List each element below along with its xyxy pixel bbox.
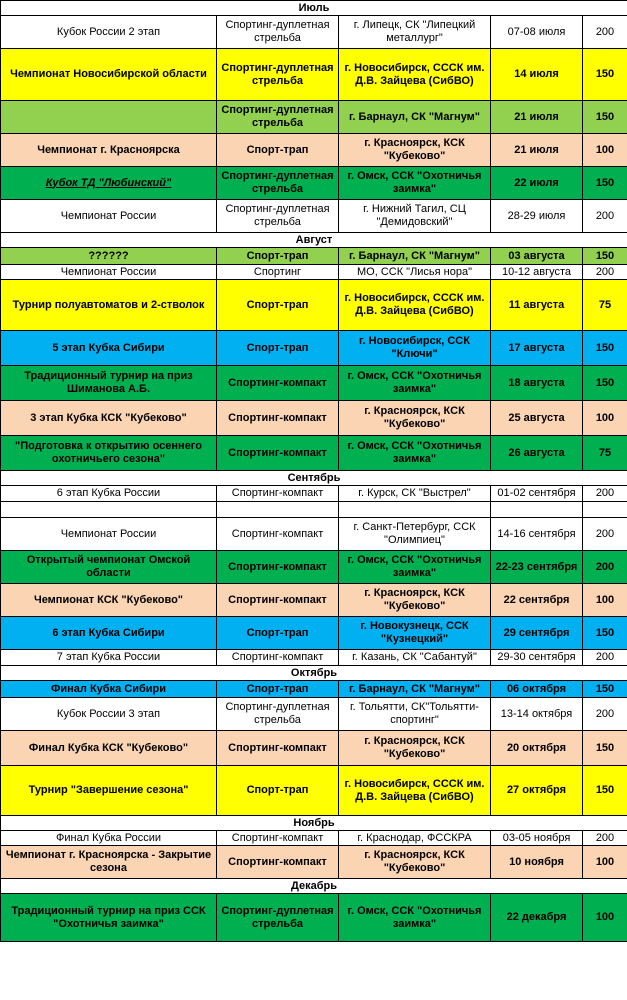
event-name: 5 этап Кубка Сибири (1, 331, 217, 366)
event-targets: 150 (583, 248, 627, 265)
event-row (1, 265, 627, 280)
event-date: 29 сентября (491, 617, 583, 650)
event-discipline: Спортинг-дуплетная стрельба (217, 200, 339, 233)
event-discipline: Спортинг-дуплетная стрельба (217, 16, 339, 49)
event-date: 25 августа (491, 401, 583, 436)
event-targets: 150 (583, 366, 627, 401)
event-targets: 100 (583, 584, 627, 617)
event-targets: 200 (583, 650, 627, 666)
event-row (1, 831, 627, 846)
event-name: Чемпионат России (1, 518, 217, 551)
event-date: 14-16 сентября (491, 518, 583, 551)
event-name: 6 этап Кубка Сибири (1, 617, 217, 650)
event-date: 18 августа (491, 366, 583, 401)
event-name: Традиционный турнир на приз Шиманова А.Б. (1, 366, 217, 401)
event-discipline: Спорт-трап (217, 248, 339, 265)
event-discipline: Спортинг-компакт (217, 584, 339, 617)
event-discipline: Спорт-трап (217, 134, 339, 167)
event-name: Чемпионат Новосибирской области (1, 49, 217, 101)
event-name: Кубок России 2 этап (1, 16, 217, 49)
event-targets: 150 (583, 681, 627, 698)
month-title: Август (1, 233, 627, 248)
event-date: 07-08 июля (491, 16, 583, 49)
event-location: г. Курск, СК "Выстрел" (339, 486, 491, 502)
event-name: Чемпионат г. Красноярска (1, 134, 217, 167)
event-targets: 200 (583, 831, 627, 846)
event-targets: 150 (583, 101, 627, 134)
event-targets: 100 (583, 846, 627, 879)
event-name: Чемпионат России (1, 265, 217, 280)
event-date: 21 июля (491, 134, 583, 167)
event-name: Кубок ТД "Любинский" (1, 167, 217, 200)
event-location (339, 502, 491, 518)
event-date: 22 сентября (491, 584, 583, 617)
event-date: 26 августа (491, 436, 583, 471)
event-row (1, 502, 627, 518)
event-row (1, 16, 627, 49)
event-targets: 150 (583, 49, 627, 101)
event-targets: 150 (583, 766, 627, 816)
event-discipline: Спортинг-дуплетная стрельба (217, 101, 339, 134)
event-row (1, 846, 627, 879)
event-name: Открытый чемпионат Омской области (1, 551, 217, 584)
event-row (1, 551, 627, 584)
event-name (1, 502, 217, 518)
event-location: г. Тольятти, СК"Тольятти-спортинг" (339, 698, 491, 731)
event-location: г. Красноярск, КСК "Кубеково" (339, 401, 491, 436)
event-targets: 200 (583, 486, 627, 502)
event-location: г. Барнаул, СК "Магнум" (339, 681, 491, 698)
event-targets: 150 (583, 731, 627, 766)
event-discipline: Спортинг-дуплетная стрельба (217, 698, 339, 731)
event-location: г. Новокузнецк, ССК "Кузнецкий" (339, 617, 491, 650)
event-row (1, 486, 627, 502)
event-location: г. Новосибирск, СССК им. Д.В. Зайцева (СибВО) (339, 280, 491, 331)
event-discipline: Спортинг-компакт (217, 486, 339, 502)
event-discipline: Спорт-трап (217, 331, 339, 366)
event-row (1, 681, 627, 698)
event-row (1, 436, 627, 471)
month-title: Декабрь (1, 879, 627, 894)
event-date: 29-30 сентября (491, 650, 583, 666)
event-date: 10-12 августа (491, 265, 583, 280)
event-row (1, 167, 627, 200)
event-row (1, 698, 627, 731)
event-name: Финал Кубка Сибири (1, 681, 217, 698)
event-discipline: Спортинг-компакт (217, 650, 339, 666)
event-date: 22-23 сентября (491, 551, 583, 584)
event-location: г. Омск, ССК "Охотничья заимка" (339, 366, 491, 401)
month-header-row (1, 879, 627, 894)
event-name: ?????? (1, 248, 217, 265)
event-targets: 150 (583, 617, 627, 650)
event-targets (583, 502, 627, 518)
event-discipline: Спорт-трап (217, 280, 339, 331)
event-date: 06 октября (491, 681, 583, 698)
event-date: 28-29 июля (491, 200, 583, 233)
event-row (1, 248, 627, 265)
event-row (1, 766, 627, 816)
event-discipline: Спортинг-компакт (217, 401, 339, 436)
event-targets: 75 (583, 280, 627, 331)
event-row (1, 134, 627, 167)
event-location: г. Новосибирск, ССК "Ключи" (339, 331, 491, 366)
event-date: 13-14 октября (491, 698, 583, 731)
event-location: г. Липецк, СК "Липецкий металлург" (339, 16, 491, 49)
event-row (1, 280, 627, 331)
event-discipline: Спорт-трап (217, 617, 339, 650)
event-row (1, 331, 627, 366)
month-title: Сентябрь (1, 471, 627, 486)
event-name: Традиционный турнир на приз ССК "Охотничья заимка" (1, 894, 217, 942)
event-date (491, 502, 583, 518)
event-name (1, 101, 217, 134)
event-targets: 100 (583, 401, 627, 436)
event-location: г. Омск, ССК "Охотничья заимка" (339, 167, 491, 200)
event-targets: 200 (583, 200, 627, 233)
event-date: 03-05 ноября (491, 831, 583, 846)
event-row (1, 731, 627, 766)
event-targets: 200 (583, 698, 627, 731)
event-location: г. Омск, ССК "Охотничья заимка" (339, 894, 491, 942)
event-date: 21 июля (491, 101, 583, 134)
event-date: 17 августа (491, 331, 583, 366)
event-name: Чемпионат г. Красноярска - Закрытие сезона (1, 846, 217, 879)
event-discipline: Спортинг-компакт (217, 366, 339, 401)
event-name: 7 этап Кубка России (1, 650, 217, 666)
event-date: 01-02 сентября (491, 486, 583, 502)
event-location: МО, ССК "Лисья нора" (339, 265, 491, 280)
event-targets: 200 (583, 551, 627, 584)
event-date: 14 июля (491, 49, 583, 101)
event-targets: 150 (583, 167, 627, 200)
event-location: г. Красноярск, КСК "Кубеково" (339, 134, 491, 167)
event-targets: 100 (583, 894, 627, 942)
event-location: г. Барнаул, СК "Магнум" (339, 248, 491, 265)
event-name: Финал Кубка России (1, 831, 217, 846)
event-row (1, 650, 627, 666)
event-row (1, 894, 627, 942)
event-targets: 75 (583, 436, 627, 471)
event-location: г. Красноярск, КСК "Кубеково" (339, 846, 491, 879)
month-header-row (1, 666, 627, 681)
event-row (1, 49, 627, 101)
schedule-body (1, 1, 627, 942)
event-date: 03 августа (491, 248, 583, 265)
month-header-row (1, 1, 627, 16)
event-location: г. Санкт-Петербург, ССК "Олимпиец" (339, 518, 491, 551)
event-name: Кубок России 3 этап (1, 698, 217, 731)
event-location: г. Краснодар, ФССКРА (339, 831, 491, 846)
event-discipline: Спорт-трап (217, 766, 339, 816)
event-name: 3 этап Кубка КСК "Кубеково" (1, 401, 217, 436)
month-header-row (1, 233, 627, 248)
event-date: 22 июля (491, 167, 583, 200)
event-location: г. Омск, ССК "Охотничья заимка" (339, 436, 491, 471)
event-location: г. Красноярск, КСК "Кубеково" (339, 731, 491, 766)
event-row (1, 617, 627, 650)
event-discipline: Спортинг-компакт (217, 831, 339, 846)
month-title: Октябрь (1, 666, 627, 681)
event-location: г. Казань, СК "Сабантуй" (339, 650, 491, 666)
event-name: 6 этап Кубка России (1, 486, 217, 502)
event-row (1, 518, 627, 551)
event-discipline: Спортинг-компакт (217, 551, 339, 584)
event-location: г. Омск, ССК "Охотничья заимка" (339, 551, 491, 584)
event-name: Турнир полуавтоматов и 2-стволок (1, 280, 217, 331)
month-title: Июль (1, 1, 627, 16)
event-location: г. Барнаул, СК "Магнум" (339, 101, 491, 134)
event-name: Чемпионат России (1, 200, 217, 233)
event-discipline: Спортинг-компакт (217, 518, 339, 551)
event-name: "Подготовка к открытию осеннего охотничьего сезона" (1, 436, 217, 471)
month-header-row (1, 816, 627, 831)
event-discipline: Спорт-трап (217, 681, 339, 698)
event-name: Финал Кубка КСК "Кубеково" (1, 731, 217, 766)
event-date: 11 августа (491, 280, 583, 331)
event-location: г. Нижний Тагил, СЦ "Демидовский" (339, 200, 491, 233)
event-discipline: Спортинг-компакт (217, 846, 339, 879)
event-discipline (217, 502, 339, 518)
event-name: Чемпионат КСК "Кубеково" (1, 584, 217, 617)
event-date: 27 октября (491, 766, 583, 816)
event-row (1, 366, 627, 401)
event-date: 22 декабря (491, 894, 583, 942)
event-location: г. Красноярск, КСК "Кубеково" (339, 584, 491, 617)
event-name: Турнир "Завершение сезона" (1, 766, 217, 816)
event-targets: 150 (583, 331, 627, 366)
event-discipline: Спортинг-дуплетная стрельба (217, 49, 339, 101)
event-location: г. Новосибирск, СССК им. Д.В. Зайцева (СибВО) (339, 766, 491, 816)
event-row (1, 584, 627, 617)
event-discipline: Спортинг-дуплетная стрельба (217, 167, 339, 200)
event-row (1, 401, 627, 436)
event-targets: 200 (583, 16, 627, 49)
month-title: Ноябрь (1, 816, 627, 831)
event-date: 10 ноября (491, 846, 583, 879)
event-targets: 100 (583, 134, 627, 167)
event-targets: 200 (583, 265, 627, 280)
event-row (1, 200, 627, 233)
event-row (1, 101, 627, 134)
event-targets: 200 (583, 518, 627, 551)
event-discipline: Спортинг-компакт (217, 436, 339, 471)
event-discipline: Спортинг (217, 265, 339, 280)
event-discipline: Спортинг-компакт (217, 731, 339, 766)
event-date: 20 октября (491, 731, 583, 766)
event-location: г. Новосибирск, СССК им. Д.В. Зайцева (СибВО) (339, 49, 491, 101)
event-discipline: Спортинг-дуплетная стрельба (217, 894, 339, 942)
month-header-row (1, 471, 627, 486)
